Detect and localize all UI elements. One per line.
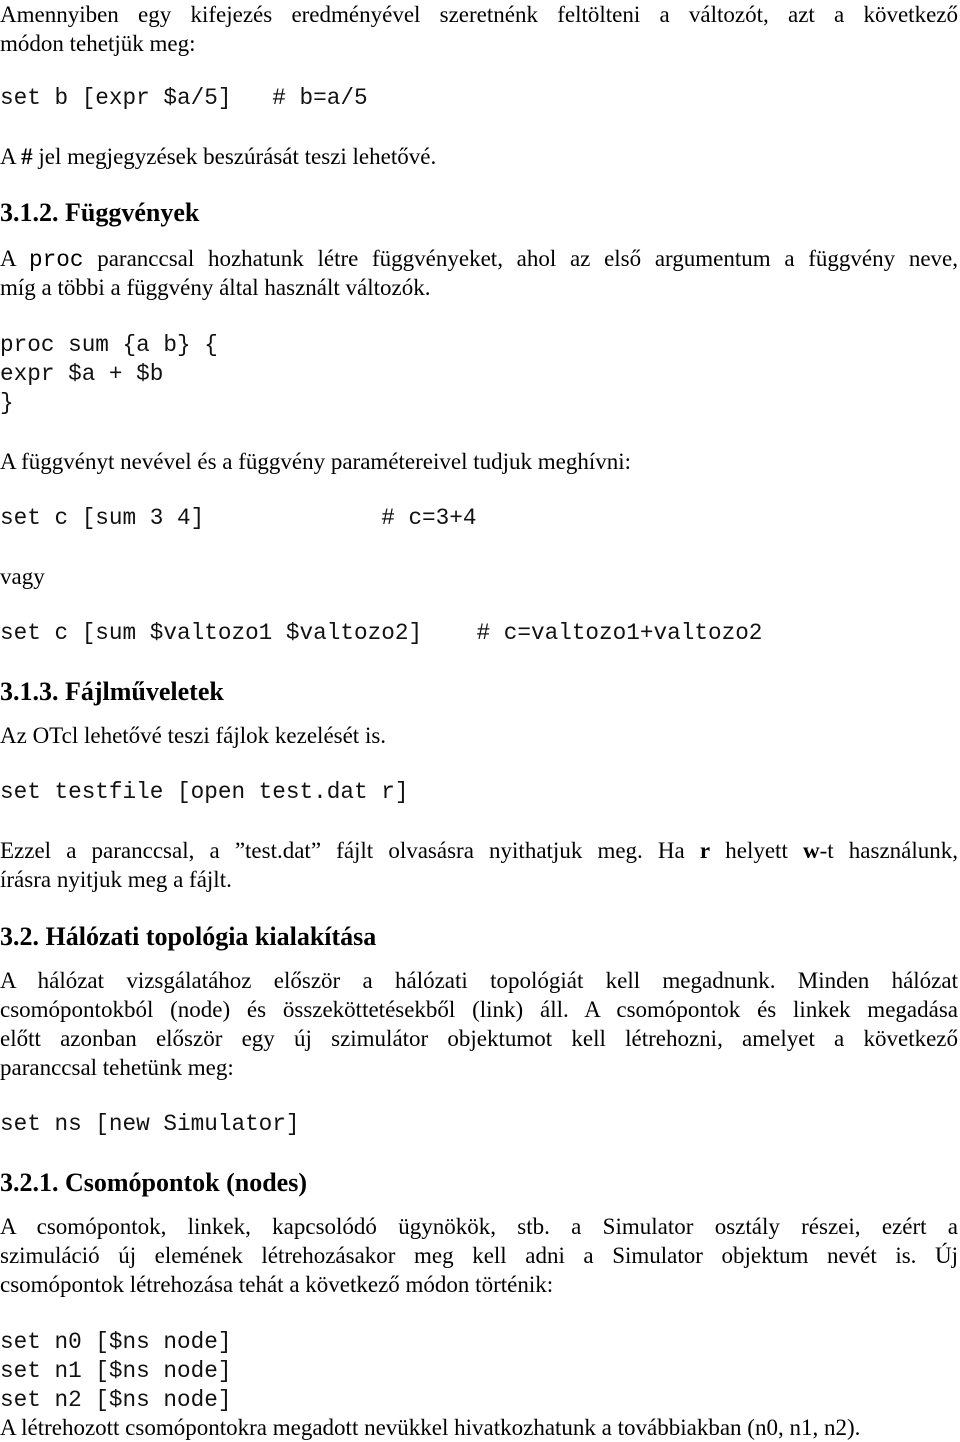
paragraph-topology-line4: paranccsal tehetünk meg:: [0, 1055, 234, 1080]
paragraph-topology-line1: A hálózat vizsgálatához először a hálózati topológiát kell megadnunk. Minden hálózat: [0, 968, 958, 993]
heading-3-2-1: 3.2.1. Csomópontok (nodes): [0, 1168, 307, 1197]
text-vagy: vagy: [0, 564, 45, 589]
paragraph-proc-line1: [0, 244, 958, 273]
code-proc-line3: }: [0, 390, 14, 416]
bold-r: r: [699, 838, 711, 863]
code-expr-assignment: set b [expr $a/5] # b=a/5: [0, 85, 368, 111]
hash-symbol: #: [21, 144, 33, 169]
inline-code-proc: proc: [29, 247, 84, 273]
paragraph-comment-note: [0, 142, 436, 171]
paragraph-open-mode-line1: [0, 836, 958, 865]
heading-3-1-3: 3.1.3. Fájlműveletek: [0, 677, 224, 706]
code-proc-line2: expr $a + $b: [0, 361, 164, 387]
paragraph-assignment-line1: Amennyiben egy kifejezés eredményével szeretnénk feltölteni a változót, azt a következő: [0, 2, 958, 27]
heading-3-1-2: 3.1.2. Függvények: [0, 198, 200, 227]
code-node-n2: set n2 [$ns node]: [0, 1387, 232, 1413]
paragraph-topology-line2: csomópontokból (node) és összeköttetésekből (link) áll. A csomópontok és linkek megadása: [0, 997, 958, 1022]
paragraph-assignment-line2: módon tehetjük meg:: [0, 31, 196, 56]
paragraph-proc-line2: míg a többi a függvény által használt változók.: [0, 275, 431, 300]
text-fragment: helyett: [710, 838, 803, 863]
bold-w: w: [802, 838, 820, 863]
code-open-file: set testfile [open test.dat r]: [0, 779, 409, 805]
paragraph-nodes-line3: csomópontok létrehozása tehát a következő módon történik:: [0, 1272, 554, 1297]
code-node-n0: set n0 [$ns node]: [0, 1329, 232, 1355]
text-fragment: paranccsal hozhatunk létre függvényeket, ahol az első argumentum a függvény neve,: [83, 246, 958, 271]
paragraph-function-call: A függvényt nevével és a függvény paramétereivel tudjuk meghívni:: [0, 449, 632, 474]
code-node-n1: set n1 [$ns node]: [0, 1358, 232, 1384]
code-sum-call-literal: set c [sum 3 4] # c=3+4: [0, 505, 477, 531]
text-fragment: -t használunk,: [819, 838, 958, 863]
text-fragment: Ezzel a paranccsal, a ”test.dat” fájlt olvasásra nyithatjuk meg. Ha: [0, 838, 700, 863]
paragraph-nodes-line1: A csomópontok, linkek, kapcsolódó ügynökök, stb. a Simulator osztály részei, ezért a: [0, 1214, 958, 1239]
paragraph-file-handling: Az OTcl lehetővé teszi fájlok kezelését is.: [0, 723, 387, 748]
code-new-simulator: set ns [new Simulator]: [0, 1111, 300, 1137]
text-fragment: A: [0, 246, 30, 271]
heading-3-2: 3.2. Hálózati topológia kialakítása: [0, 922, 377, 951]
paragraph-open-mode-line2: írásra nyitjuk meg a fájlt.: [0, 867, 232, 892]
paragraph-node-reference: A létrehozott csomópontokra megadott nevükkel hivatkozhatunk a továbbiakban (n0, n1, n2).: [0, 1415, 861, 1440]
paragraph-nodes-line2: szimuláció új elemének létrehozásakor meg kell adni a Simulator objektum nevét is. Új: [0, 1243, 958, 1268]
text-fragment: jel megjegyzések beszúrását teszi lehetővé.: [32, 144, 437, 169]
text-fragment: A: [0, 144, 22, 169]
paragraph-topology-line3: előtt azonban először egy új szimulátor objektumot kell létrehozni, amelyet a következő: [0, 1026, 958, 1051]
code-sum-call-variables: set c [sum $valtozo1 $valtozo2] # c=valtozo1+valtozo2: [0, 620, 763, 646]
code-proc-line1: proc sum {a b} {: [0, 332, 218, 358]
